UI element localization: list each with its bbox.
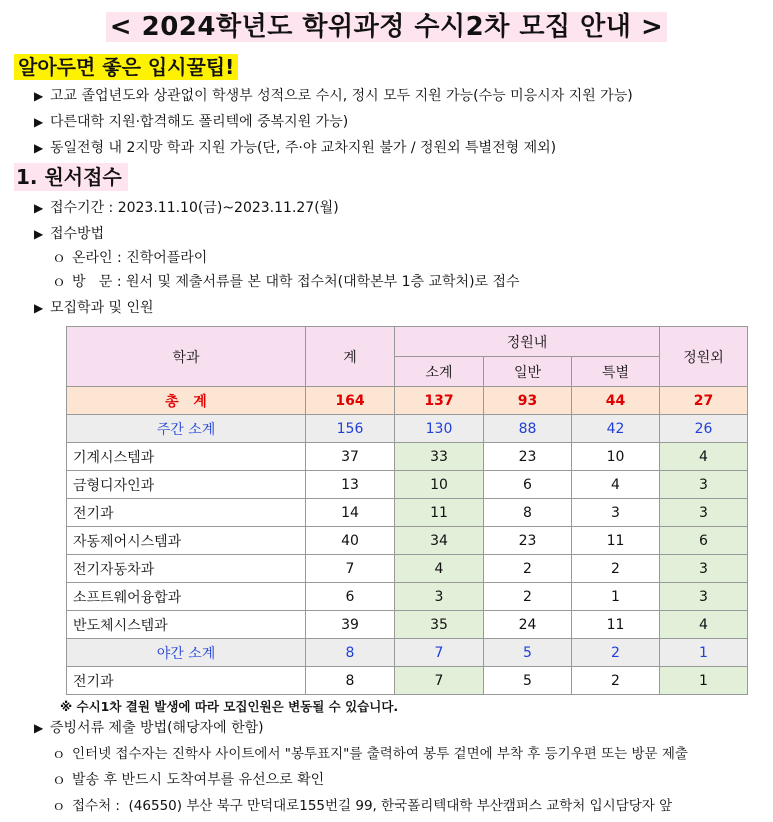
triangle-bullet-icon: ▶: [34, 227, 44, 241]
section-heading: 1. 원서접수: [14, 163, 128, 191]
docs-item: ▶ 증빙서류 제출 방법(해당자에 한함): [34, 720, 264, 736]
tips-heading: 알아두면 좋은 입시꿀팁!: [14, 54, 238, 80]
online-item: ｏ 온라인 : 진학어플라이: [52, 250, 208, 266]
depts-item: ▶ 모집학과 및 인원: [34, 300, 154, 316]
docs-subitem: ｏ 인터넷 접수자는 진학사 사이트에서 "봉투표지"를 출력하여 봉투 겉면에 부착 후 등기우편 또는 방문 제출: [52, 746, 688, 762]
tip-item: ▶ 고교 졸업년도와 상관없이 학생부 성적으로 수시, 정시 모두 지원 가능(수능 미응시자 지원 가능): [34, 88, 633, 104]
triangle-bullet-icon: ▶: [34, 141, 44, 155]
header-in-quota: 정원내: [395, 327, 660, 357]
period-item: ▶ 접수기간 : 2023.11.10(금)~2023.11.27(월): [34, 200, 339, 216]
header-dept: 학과: [67, 327, 306, 387]
header-general: 일반: [484, 357, 572, 387]
circle-bullet-icon: ｏ: [52, 798, 66, 814]
table-row: 금형디자인과 13 10 6 4 3: [67, 471, 748, 499]
tip-item: ▶ 동일전형 내 2지망 학과 지원 가능(단, 주·야 교차지원 불가 / 정원외 특별전형 제외): [34, 140, 557, 156]
grand-total-row: 총 계 164 137 93 44 27: [67, 387, 748, 415]
visit-item: ｏ 방 문 : 원서 및 제출서류를 본 대학 접수처(대학본부 1층 교학처)로 접수: [52, 274, 520, 290]
header-out-quota: 정원외: [660, 327, 748, 387]
table-row: 반도체시스템과 39 35 24 11 4: [67, 611, 748, 639]
page-title: < 2024학년도 학위과정 수시2차 모집 안내 >: [0, 6, 773, 43]
table-row: 전기과 14 11 8 3 3: [67, 499, 748, 527]
circle-bullet-icon: ｏ: [52, 250, 66, 266]
circle-bullet-icon: ｏ: [52, 746, 66, 762]
header-special: 특별: [572, 357, 660, 387]
table-row: 전기자동차과 7 4 2 2 3: [67, 555, 748, 583]
triangle-bullet-icon: ▶: [34, 115, 44, 129]
tip-item: ▶ 다른대학 지원·합격해도 폴리텍에 중복지원 가능): [34, 114, 349, 130]
recruitment-table: [66, 326, 748, 695]
table-row: 소프트웨어융합과 6 3 2 1 3: [67, 583, 748, 611]
triangle-bullet-icon: ▶: [34, 89, 44, 103]
triangle-bullet-icon: ▶: [34, 201, 44, 215]
header-total: 계: [306, 327, 395, 387]
table-row: 전기과 8 7 5 2 1: [67, 667, 748, 695]
docs-subitem: ｏ 접수처 : (46550) 부산 북구 만덕대로155번길 99, 한국폴리텍대학 부산캠퍼스 교학처 입시담당자 앞: [52, 798, 673, 814]
circle-bullet-icon: ｏ: [52, 274, 66, 290]
header-subtotal: 소계: [395, 357, 484, 387]
triangle-bullet-icon: ▶: [34, 721, 44, 735]
circle-bullet-icon: ｏ: [52, 772, 66, 788]
method-item: ▶ 접수방법: [34, 226, 105, 242]
docs-subitem: ｏ 발송 후 반드시 도착여부를 유선으로 확인: [52, 772, 325, 788]
table-row: 자동제어시스템과 40 34 23 11 6: [67, 527, 748, 555]
triangle-bullet-icon: ▶: [34, 301, 44, 315]
notice-text: ※ 수시1차 결원 발생에 따라 모집인원은 변동될 수 있습니다.: [60, 699, 399, 714]
table-row: 기계시스템과 37 33 23 10 4: [67, 443, 748, 471]
day-subtotal-row: 주간 소계 156 130 88 42 26: [67, 415, 748, 443]
night-subtotal-row: 야간 소계 8 7 5 2 1: [67, 639, 748, 667]
